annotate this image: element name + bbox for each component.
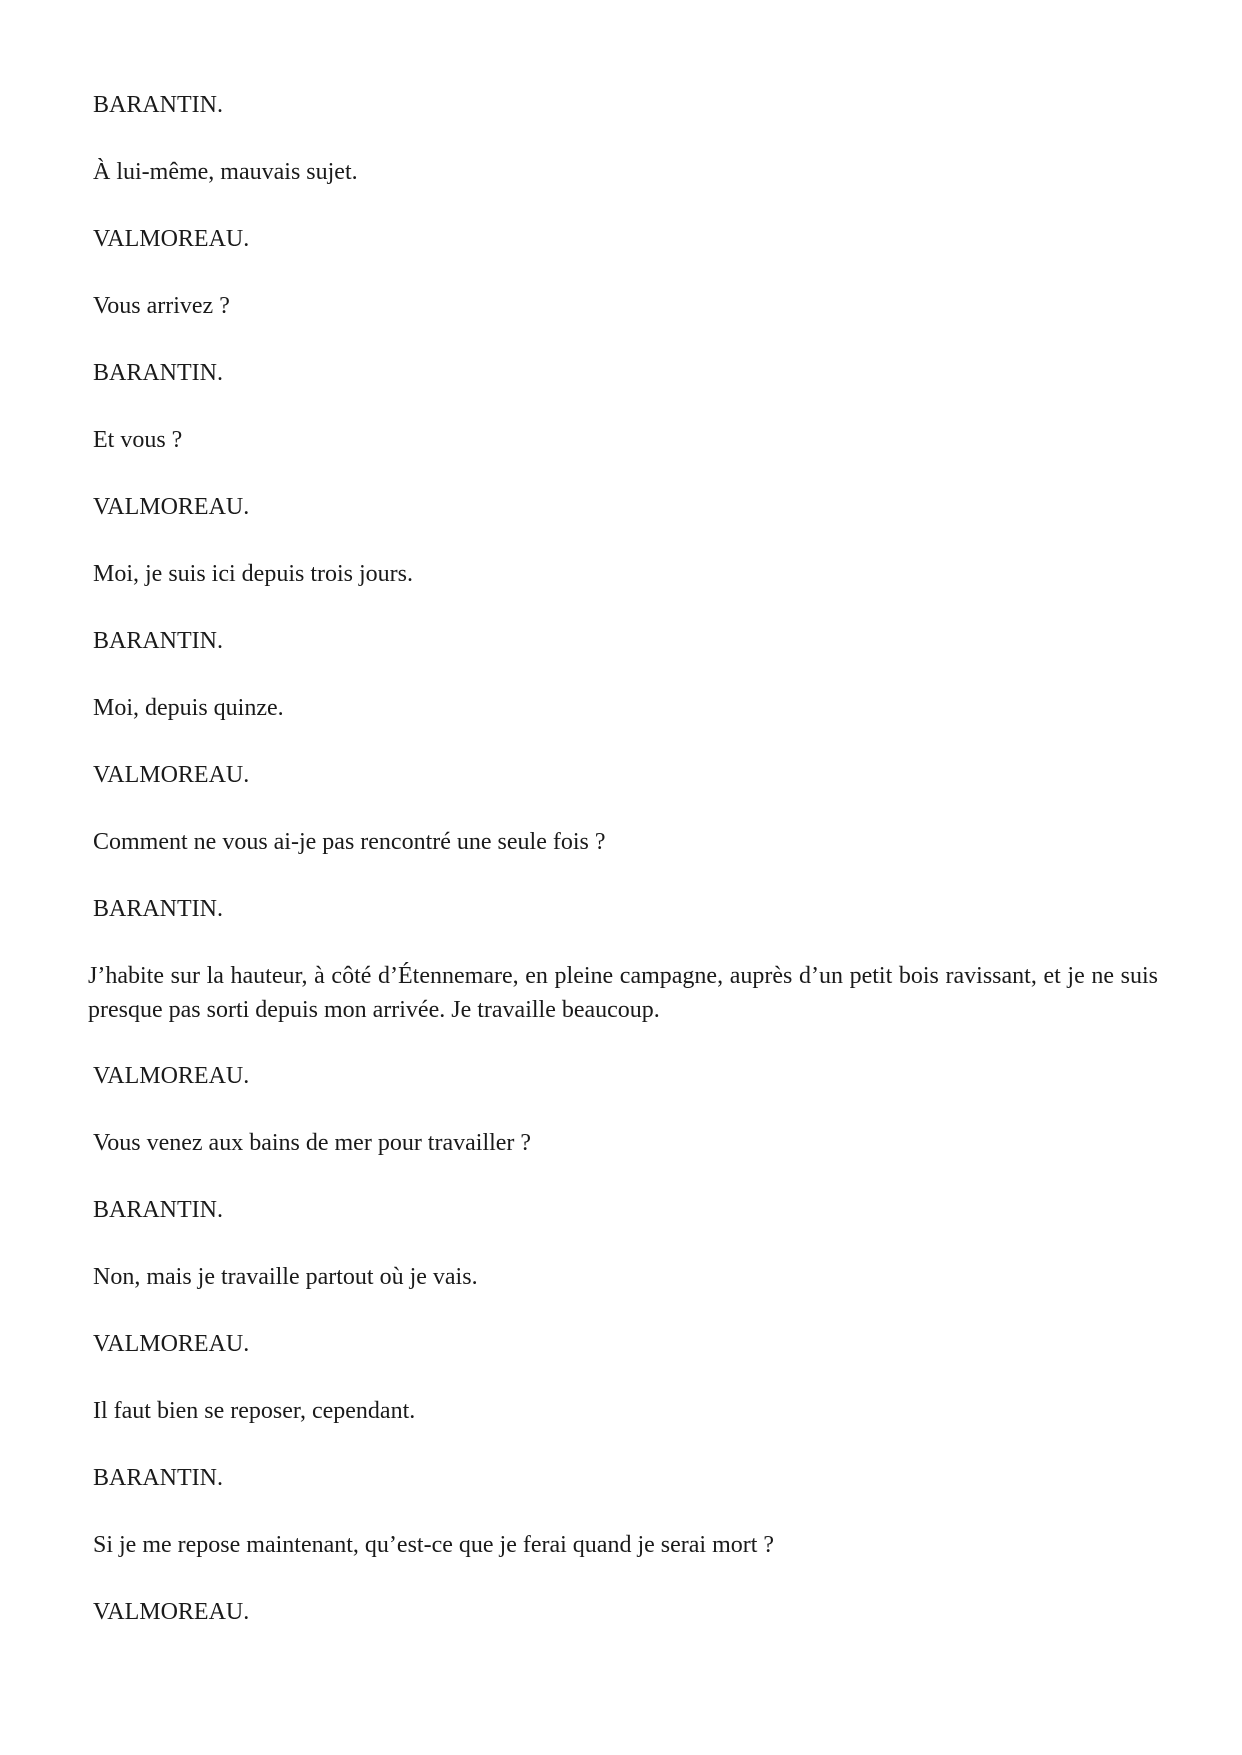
dialogue-line: Moi, je suis ici depuis trois jours. — [93, 561, 413, 587]
speaker-name: VALMOREAU. — [93, 1331, 250, 1357]
speaker-name: BARANTIN. — [93, 1197, 223, 1223]
dialogue-line: Si je me repose maintenant, qu’est-ce que je ferai quand je serai mort ? — [93, 1532, 775, 1558]
speaker-name: BARANTIN. — [93, 628, 223, 654]
speaker-name: BARANTIN. — [93, 896, 223, 922]
dialogue-line: Il faut bien se reposer, cependant. — [93, 1398, 416, 1424]
speaker-name: VALMOREAU. — [93, 1599, 250, 1625]
dialogue-line: Comment ne vous ai-je pas rencontré une seule fois ? — [93, 829, 606, 855]
speaker-name: VALMOREAU. — [93, 494, 250, 520]
dialogue-line: Non, mais je travaille partout où je vais. — [93, 1264, 478, 1290]
speaker-name: VALMOREAU. — [93, 762, 250, 788]
dialogue-line: Vous venez aux bains de mer pour travailler ? — [93, 1130, 532, 1156]
speaker-name: VALMOREAU. — [93, 1063, 250, 1089]
dialogue-line: À lui-même, mauvais sujet. — [93, 159, 358, 185]
speaker-name: BARANTIN. — [93, 92, 223, 118]
speaker-name: VALMOREAU. — [93, 226, 250, 252]
dialogue-line: Et vous ? — [93, 427, 183, 453]
dialogue-line: Vous arrivez ? — [93, 293, 230, 319]
dialogue-paragraph: J’habite sur la hauteur, à côté d’Étennemare, en pleine campagne, auprès d’un petit bois ravissant, et je ne suis presque pas sorti depuis mon arrivée. Je travaille beaucoup. — [88, 963, 1158, 1023]
speaker-name: BARANTIN. — [93, 1465, 223, 1491]
speaker-name: BARANTIN. — [93, 360, 223, 386]
dialogue-line: Moi, depuis quinze. — [93, 695, 284, 721]
